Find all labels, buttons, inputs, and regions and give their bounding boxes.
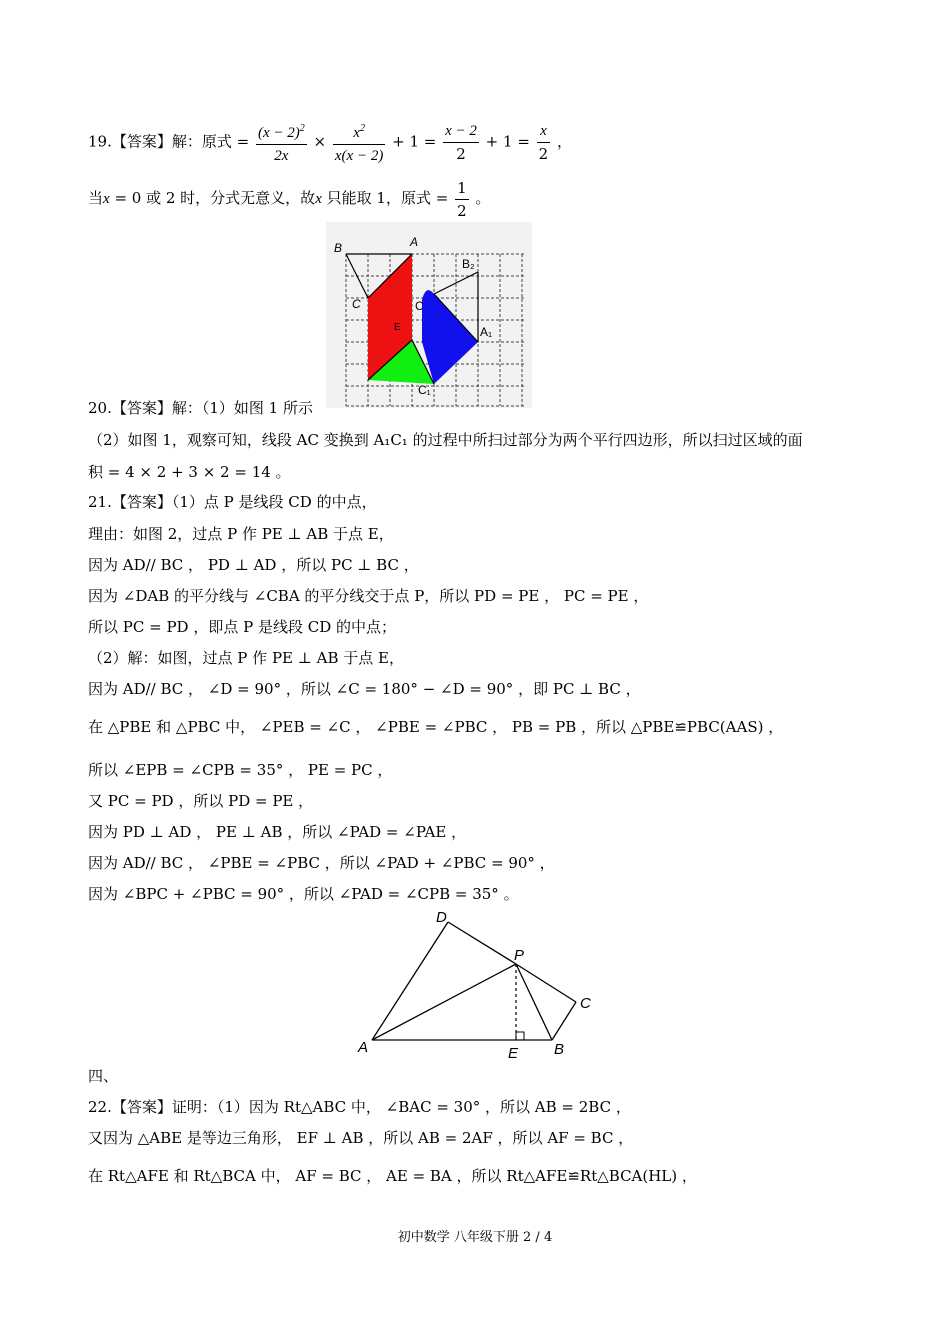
label-A: A: [358, 1039, 369, 1056]
q21-line10: 又 PC = PD ，所以 PD = PE ，: [88, 792, 314, 810]
label-P: P: [514, 947, 525, 964]
q21-line1: 21.【答案】（1）点 P 是线段 CD 的中点，: [88, 493, 377, 511]
q21-line2: 理由：如图 2，过点 P 作 PE ⊥ AB 于点 E，: [88, 525, 394, 543]
q19-fraction-1: $\frac{(x - 2)^2}{2x}$: [256, 118, 307, 167]
q21-line7: 因为 AD// BC ， ∠D = 90° ，所以 ∠C = 180° − ∠D = 90° ，即 PC ⊥ BC ，: [88, 680, 641, 698]
q21-line6: （2）解：如图，过点 P 作 PE ⊥ AB 于点 E，: [88, 649, 404, 667]
q19-line2: 当x = 0 或 2 时，分式无意义，故x 只能取 1，原式 = $\frac{1}{2}$ 。: [88, 178, 491, 220]
label-E: E: [508, 1045, 519, 1062]
label-C-blue: C: [415, 299, 424, 313]
q22-line1: 22.【答案】证明：（1）因为 Rt△ABC 中， ∠BAC = 30° ，所以 AB = 2BC ，: [88, 1098, 631, 1116]
label-C1: C₁: [418, 383, 431, 397]
q21-line4: 因为 ∠DAB 的平分线与 ∠CBA 的平分线交于点 P，所以 PD = PE ， PC = PE ，: [88, 587, 649, 605]
q21-line9: 所以 ∠EPB = ∠CPB = 35° ， PE = PC ，: [88, 761, 393, 779]
q19-fraction-3: $\frac{x - 2}{2}$: [443, 120, 479, 165]
q20-line3: 积 = 4 × 2 + 3 × 2 = 14 。: [88, 463, 291, 481]
label-D: D: [436, 909, 447, 926]
label-E: E: [394, 322, 401, 333]
q20-line1: 20.【答案】解：（1）如图 1 所示: [88, 399, 313, 417]
triangle-figure: [352, 906, 602, 1062]
label-A1: A₁: [480, 325, 493, 339]
q21-line8: 在 △PBE 和 △PBC 中， ∠PEB = ∠C ， ∠PBE = ∠PBC ， PB = PB ，所以 △PBE≌PBC(AAS) ，: [88, 718, 784, 736]
q19-result-fraction: $\frac{1}{2}$: [457, 178, 467, 220]
label-B: B: [334, 241, 343, 255]
q19-line1: 19.【答案】解：原式 = $\frac{(x - 2)^2}{2x}$ × $\frac{x^2}{x(x - 2)}$ + 1 = $\frac{x - 2}{2}$ + 1 = $\frac{x}{2}$ ，: [88, 118, 572, 167]
q22-line2: 又因为 △ABE 是等边三角形， EF ⊥ AB ，所以 AB = 2AF ，所以 AF = BC ，: [88, 1129, 634, 1147]
q19-fraction-4: $\frac{x}{2}$: [537, 120, 551, 165]
label-B: B: [554, 1041, 565, 1058]
label-B2: B₂: [462, 257, 475, 271]
grid-figure: [326, 222, 532, 408]
q19-prefix: 19.【答案】解：原式: [88, 132, 232, 151]
q21-line13: 因为 ∠BPC + ∠PBC = 90° ，所以 ∠PAD = ∠CPB = 35° 。: [88, 885, 519, 903]
q21-line12: 因为 AD// BC ， ∠PBE = ∠PBC ，所以 ∠PAD + ∠PBC = 90° ，: [88, 854, 555, 872]
q21-line3: 因为 AD// BC ， PD ⊥ AD ，所以 PC ⊥ BC ，: [88, 556, 419, 574]
q22-line3: 在 Rt△AFE 和 Rt△BCA 中， AF = BC ， AE = BA ，所以 Rt△AFE≌Rt△BCA(HL) ，: [88, 1167, 697, 1185]
label-A: A: [410, 235, 419, 249]
times-sign: ×: [313, 132, 327, 151]
q19-fraction-2: $\frac{x^2}{x(x - 2)}$: [333, 118, 385, 167]
label-C: C: [352, 297, 361, 311]
section-4-heading: 四、: [88, 1067, 119, 1085]
page-footer: 初中数学 八年级下册 2 / 4: [397, 1230, 553, 1245]
q20-line2: （2）如图 1，观察可知，线段 AC 变换到 A₁C₁ 的过程中所扫过部分为两个平行四边形，所以扫过区域的面: [88, 431, 803, 449]
q21-line11: 因为 PD ⊥ AD ， PE ⊥ AB ，所以 ∠PAD = ∠PAE ，: [88, 823, 467, 841]
label-C: C: [580, 995, 591, 1012]
q21-line5: 所以 PC = PD ，即点 P 是线段 CD 的中点；: [88, 618, 396, 636]
